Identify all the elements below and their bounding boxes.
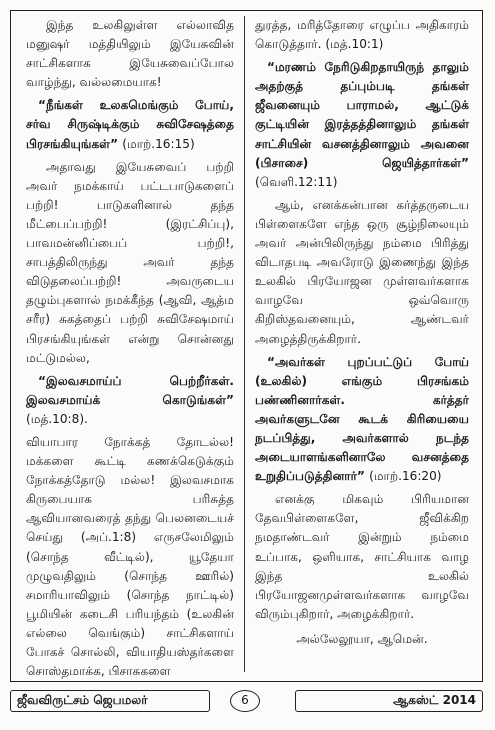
scripture-quote <box>255 58 469 192</box>
scripture-quote <box>255 353 469 487</box>
right-column <box>255 16 469 649</box>
quote-reference: (வெளி.12:11) <box>255 174 338 189</box>
paragraph: வியாபார நோக்கத் தோடல்ல! மக்களை கூட்டி கணக்கெடுக்கும் நோக்கத்தோடு மல்ல! இலவசமாக கிருபையாக பரிசுத்த ஆவியானவரைத் தந்து பெலனடையச் செய்து (அப்.1:8) எருசலேமிலும் (சொந்த வீட்டில்), யூதேயா முழுவதிலும் (சொந்த ஊரில்) சமாரியாவிலும் (சொந்த நாட்டில்) பூமியின் கடைசி பரியந்தம் (உலகின் எல்லை வெங்கும்) சாட்சிகளாய் போகச் சொல்லி, வியாதியஸ்தர்களை சொஸ்தமாக்க, பிசாசுகளை <box>26 434 234 679</box>
paragraph: இந்த உலகிலுள்ள எல்லாவித மனுஷர் மத்தியிலும் இயேசுவின் சாட்சிகளாக இயேசுவைப்போல வாழ்ந்து, வல்லமையாக! <box>26 18 234 90</box>
column-divider <box>244 16 245 672</box>
magazine-name: ஜீவவிருட்சம் ஜெபமலர் <box>10 690 210 712</box>
quote-text: “இலவசமாய்ப் பெற்றீர்கள். இலவசமாய்க் கொடுங்கள்” <box>26 373 234 407</box>
scripture-quote <box>26 96 234 153</box>
quote-text: “நீங்கள் உலகமெங்கும் போய், சர்வ சிருஷ்டிக்கும் சுவிசேஷத்தை பிரசங்கியுங்கள்” <box>26 98 234 151</box>
closing-line: அல்லேலூயா, ஆமென். <box>296 631 428 646</box>
quote-reference: (மாற்.16:15) <box>122 136 195 151</box>
quote-reference: (மத்.10:8). <box>26 411 88 426</box>
quote-text: “மரணம் நேரிடுகிறதாயிருந் தாலும் அதற்குத் தப்பும்படி தங்கள் ஜீவனையும் பாராமல், ஆட்டுக் குட்டியின் இரத்தத்தினாலும் தங்கள் சாட்சியின் வசனத்தினாலும் அவனை (பிசாசை) ஜெயித்தார்கள்” <box>255 60 469 170</box>
paragraph: துரத்த, மரித்தோரை எழுப்ப அதிகாரம் கொடுத்தார். (மத்.10:1) <box>255 18 469 52</box>
issue-date: ஆகஸ்ட் 2014 <box>295 690 483 712</box>
quote-reference: (மாற்.16:20) <box>369 469 442 484</box>
page-footer <box>10 690 483 718</box>
paragraph: ஆம், எனக்கன்பான கர்த்தருடைய பிள்ளைகளே எந்த ஒரு சூழ்நிலையும் அவர் அன்பிலிருந்து நம்மை பிரித்து விடாதபடி அவரோடு இணைந்து இந்த உலகில் பிரயோஜன முள்ளவர்களாக வாழவே ஒவ்வொரு கிறிஸ்தவனையும், ஆண்டவர் அழைத்திருக்கிறார். <box>255 197 469 346</box>
quote-text: “அவர்கள் புறப்பட்டுப் போய் (உலகில்) எங்கும் பிரசங்கம் பண்ணினார்கள். கர்த்தர் அவர்களுடனே கூடக் கிரியையை நடப்பித்து, அவர்களால் நடந்த அடையாளங்களினாலே வசனத்தை உறுதிப்படுத்தினார்” <box>255 354 469 484</box>
left-column <box>26 16 234 681</box>
page-number: 6 <box>230 690 260 712</box>
paragraph: அதாவது இயேசுவைப் பற்றி அவர் நமக்காய் பட்டபாடுகளைப் பற்றி! பாடுகளினால் தந்த மீட்பைப்பற்றி! (இரட்சிப்பு), பாவமன்னிப்பைப் பற்றி!, சாபத்திலிருந்து அவர் தந்த விடுதலைப்பற்றி! அவருடைய தழும்புகளால் நமக்கீந்த (ஆவி, ஆத்ம சரீர) சுகத்தைப் பற்றி சுவிசேஷமாய் பிரசங்கியுங்கள் என்று சொன்னது மட்டுமல்ல, <box>26 159 234 365</box>
paragraph: எனக்கு மிகவும் பிரியமான தேவபிள்ளைகளே, ஜீவிக்கிற நமதாண்டவர் இன்றும் நம்மை உப்பாக, ஒளியாக, சாட்சியாக வாழ இந்த உலகில் பிரயோஜனமுள்ளவர்களாக வாழவே விரும்புகிறார், அழைக்கிறார். <box>255 492 469 621</box>
scripture-quote <box>26 372 234 429</box>
